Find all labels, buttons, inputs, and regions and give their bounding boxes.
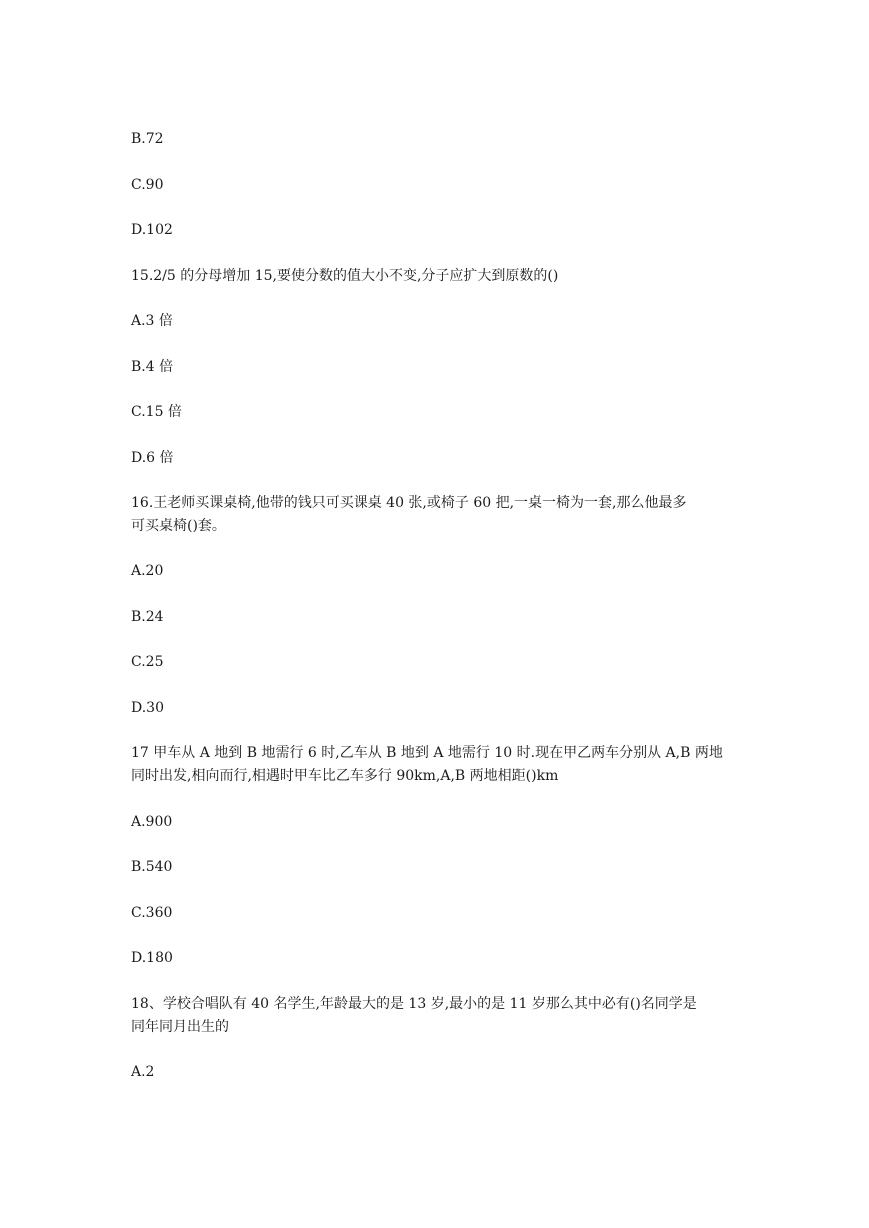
option-b-17: B.540 [131,859,173,875]
option-b-14: B.72 [131,131,164,147]
question-16-line-2: 可买桌椅()套。 [131,518,226,534]
option-a-16: A.20 [131,563,164,579]
option-b-15: B.4 倍 [131,359,174,375]
option-c-14: C.90 [131,177,164,193]
option-a-15: A.3 倍 [131,313,173,329]
question-16-line-1: 16.王老师买课桌椅,他带的钱只可买课桌 40 张,或椅子 60 把,一桌一椅为一套,那么他最多 [131,495,687,511]
question-18-line-1: 18、学校合唱队有 40 名学生,年龄最大的是 13 岁,最小的是 11 岁那么其中必有()名同学是 [131,996,697,1012]
option-a-18: A.2 [131,1064,155,1080]
option-d-14: D.102 [131,222,173,238]
option-b-16: B.24 [131,609,164,625]
option-d-16: D.30 [131,700,164,716]
option-d-15: D.6 倍 [131,450,174,466]
option-c-15: C.15 倍 [131,404,182,420]
question-18-line-2: 同年同月出生的 [131,1019,229,1035]
question-17-line-1: 17 甲车从 A 地到 B 地需行 6 时,乙车从 B 地到 A 地需行 10 时.现在甲乙两车分别从 A,B 两地 [131,745,723,761]
option-c-17: C.360 [131,905,173,921]
option-d-17: D.180 [131,950,173,966]
question-15: 15.2/5 的分母增加 15,要使分数的值大小不变,分子应扩大到原数的() [131,268,559,284]
question-17-line-2: 同时出发,相向而行,相遇时甲车比乙车多行 90km,A,B 两地相距()km [131,768,559,784]
option-a-17: A.900 [131,814,173,830]
option-c-16: C.25 [131,654,164,670]
